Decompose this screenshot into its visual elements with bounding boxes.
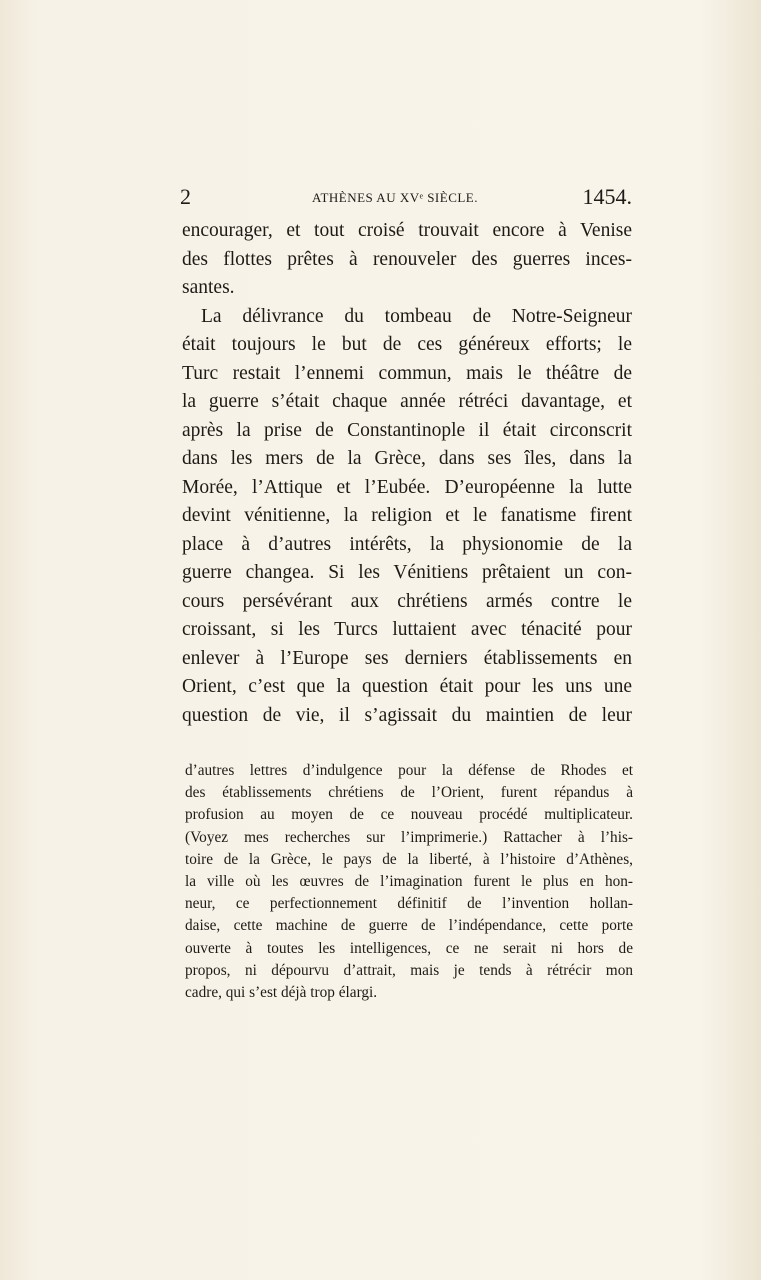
main-text bbox=[182, 217, 632, 730]
footnote bbox=[185, 760, 633, 1004]
text-line: la guerre s’était chaque année rétréci davantage, et bbox=[182, 391, 632, 412]
text-line: encourager, et tout croisé trouvait encore à Venise bbox=[182, 220, 632, 241]
text-line: dans les mers de la Grèce, dans ses îles, dans la bbox=[182, 448, 632, 469]
text-line: devint vénitienne, la religion et le fanatisme firent bbox=[182, 505, 632, 526]
footnote-line: ouverte à toutes les intelligences, ce ne serait ni hors de bbox=[185, 939, 633, 957]
text-line: croissant, si les Turcs luttaient avec ténacité pour bbox=[182, 619, 632, 640]
text-line: La délivrance du tombeau de Notre-Seigneur bbox=[201, 305, 632, 327]
page-header bbox=[180, 184, 632, 214]
footnote-line: propos, ni dépourvu d’attrait, mais je tends à rétrécir mon bbox=[185, 961, 633, 979]
running-title: ATHÈNES AU XVᵉ SIÈCLE. bbox=[312, 190, 478, 205]
footnote-line: toire de la Grèce, le pays de la liberté, à l’histoire d’Athènes, bbox=[185, 850, 633, 868]
text-line: question de vie, il s’agissait du maintien de leur bbox=[182, 704, 632, 726]
text-line: Orient, c’est que la question était pour les uns une bbox=[182, 676, 632, 697]
footnote-line: la ville où les œuvres de l’imagination furent le plus en hon- bbox=[185, 872, 633, 890]
footnote-line: (Voyez mes recherches sur l’imprimerie.) Rattacher à l’his- bbox=[185, 828, 633, 846]
text-line: Morée, l’Attique et l’Eubée. D’européenne la lutte bbox=[182, 476, 632, 498]
text-line: des flottes prêtes à renouveler des guerres inces- bbox=[182, 248, 632, 270]
text-line: était toujours le but de ces généreux efforts; le bbox=[182, 334, 632, 355]
text-line: santes. bbox=[182, 277, 235, 298]
header-year: 1454. bbox=[582, 184, 632, 209]
text-line: Turc restait l’ennemi commun, mais le théâtre de bbox=[182, 362, 632, 384]
text-line: après la prise de Constantinople il était circonscrit bbox=[182, 419, 632, 441]
footnote-line: neur, ce perfectionnement définitif de l’invention hollan- bbox=[185, 895, 633, 913]
footnote-line: cadre, qui s’est déjà trop élargi. bbox=[185, 983, 378, 1001]
footnote-line: des établissements chrétiens de l’Orient, furent répandus à bbox=[185, 784, 633, 802]
footnote-line: daise, cette machine de guerre de l’indépendance, cette porte bbox=[185, 917, 633, 935]
text-line: place à d’autres intérêts, la physionomie de la bbox=[182, 533, 632, 555]
text-line: enlever à l’Europe ses derniers établissements en bbox=[182, 647, 632, 669]
text-line: cours persévérant aux chrétiens armés contre le bbox=[182, 590, 632, 612]
text-line: guerre changea. Si les Vénitiens prêtaient un con- bbox=[182, 562, 632, 583]
page-number: 2 bbox=[180, 184, 191, 209]
footnote-line: profusion au moyen de ce nouveau procédé multiplicateur. bbox=[185, 806, 633, 824]
footnote-line: d’autres lettres d’indulgence pour la défense de Rhodes et bbox=[185, 762, 633, 779]
